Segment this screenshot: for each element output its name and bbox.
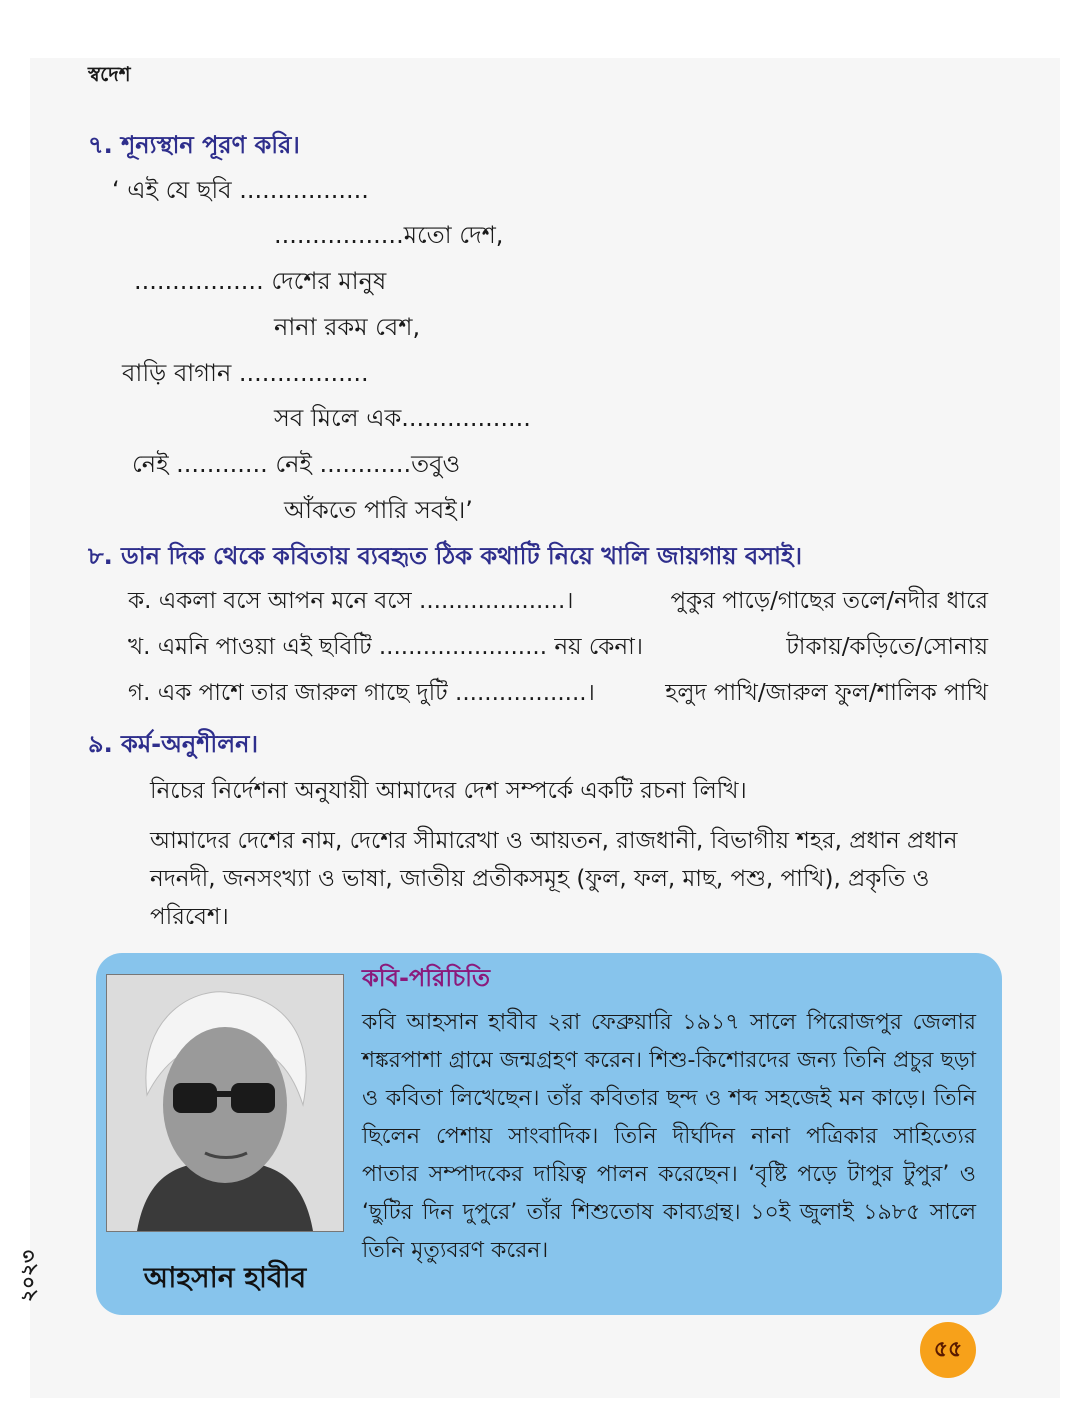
q8-item-options: হলুদ পাখি/জারুল ফুল/শালিক পাখি — [665, 680, 988, 706]
q8-heading: ৮. ডান দিক থেকে কবিতায় ব্যবহৃত ঠিক কথাটি নিয়ে খালি জায়গায় বসাই। — [88, 542, 803, 570]
poet-intro-title: কবি-পরিচিতি — [362, 964, 491, 992]
q8-item-sentence: ক. একলা বসে আপন মনে বসে ....................। — [128, 588, 574, 614]
side-year: ২০২৩ — [16, 1249, 40, 1302]
poem-line-2: .................মতো দেশ, — [274, 221, 504, 249]
q8-item-sentence: খ. এমনি পাওয়া এই ছবিটি ....................... নয় কেনা। — [128, 634, 643, 660]
poem-line-5: বাড়ি বাগান ................. — [122, 359, 369, 387]
q8-item-ga — [128, 674, 988, 713]
poem-line-8: আঁকতে পারি সবই।’ — [284, 496, 473, 524]
poet-intro-text: কবি আহসান হাবীব ২রা ফেব্রুয়ারি ১৯১৭ সালে পিরোজপুর জেলার শঙ্করপাশা গ্রামে জন্মগ্রহণ করেন। শিশু-কিশোরদের জন্য তিনি প্রচুর ছড়া ও কবিতা লিখেছেন। তাঁর কবিতার ছন্দ ও শব্দ সহজেই মন কাড়ে। তিনি ছিলেন পেশায় সাংবাদিক। তিনি দীর্ঘদিন নানা পত্রিকার সাহিত্যের পাতার সম্পাদকের দায়িত্ব পালন করেছেন। ‘বৃষ্টি পড়ে টাপুর টুপুর’ ও ‘ছুটির দিন দুপুরে’ তাঁর শিশুতোষ কাব্যগ্রন্থ। ১০ই জুলাই ১৯৮৫ সালে তিনি মৃত্যুবরণ করেন। — [362, 1010, 976, 1263]
poet-portrait — [106, 974, 344, 1232]
poem-line-4: নানা রকম বেশ, — [274, 313, 421, 341]
poem-line-7: নেই ............ নেই ............তবুও — [132, 450, 461, 478]
portrait-illustration — [107, 975, 343, 1231]
poem-line-6: সব মিলে এক................. — [274, 404, 531, 432]
q8-item-ka — [128, 582, 988, 621]
q8-item-options: পুকুর পাড়ে/গাছের তলে/নদীর ধারে — [670, 588, 988, 614]
q9-instruction: নিচের নির্দেশনা অনুযায়ী আমাদের দেশ সম্পর্কে একটি রচনা লিখি। — [150, 778, 747, 804]
q8-item-options: টাকায়/কড়িতে/সোনায় — [786, 634, 988, 660]
q8-item-sentence: গ. এক পাশে তার জারুল গাছে দুটি ..................। — [128, 680, 595, 706]
q9-heading: ৯. কর্ম-অনুশীলন। — [88, 730, 259, 758]
running-head: স্বদেশ — [88, 62, 131, 86]
poem-line-3: ................. দেশের মানুষ — [134, 267, 387, 295]
q7-heading: ৭. শূন্যস্থান পূরণ করি। — [88, 131, 300, 159]
q8-item-kha — [128, 628, 988, 667]
q9-topics: আমাদের দেশের নাম, দেশের সীমারেখা ও আয়তন, রাজধানী, বিভাগীয় শহর, প্রধান প্রধান নদনদী, জনসংখ্যা ও ভাষা, জাতীয় প্রতীকসমূহ (ফুল, ফল, মাছ, পশু, পাখি), প্রকৃতি ও পরিবেশ। — [150, 828, 958, 930]
poet-name-caption: আহসান হাবীব — [143, 1261, 307, 1294]
page-number-badge: ৫৫ — [920, 1322, 976, 1378]
poem-line-1: ‘ এই যে ছবি ................. — [112, 176, 369, 204]
